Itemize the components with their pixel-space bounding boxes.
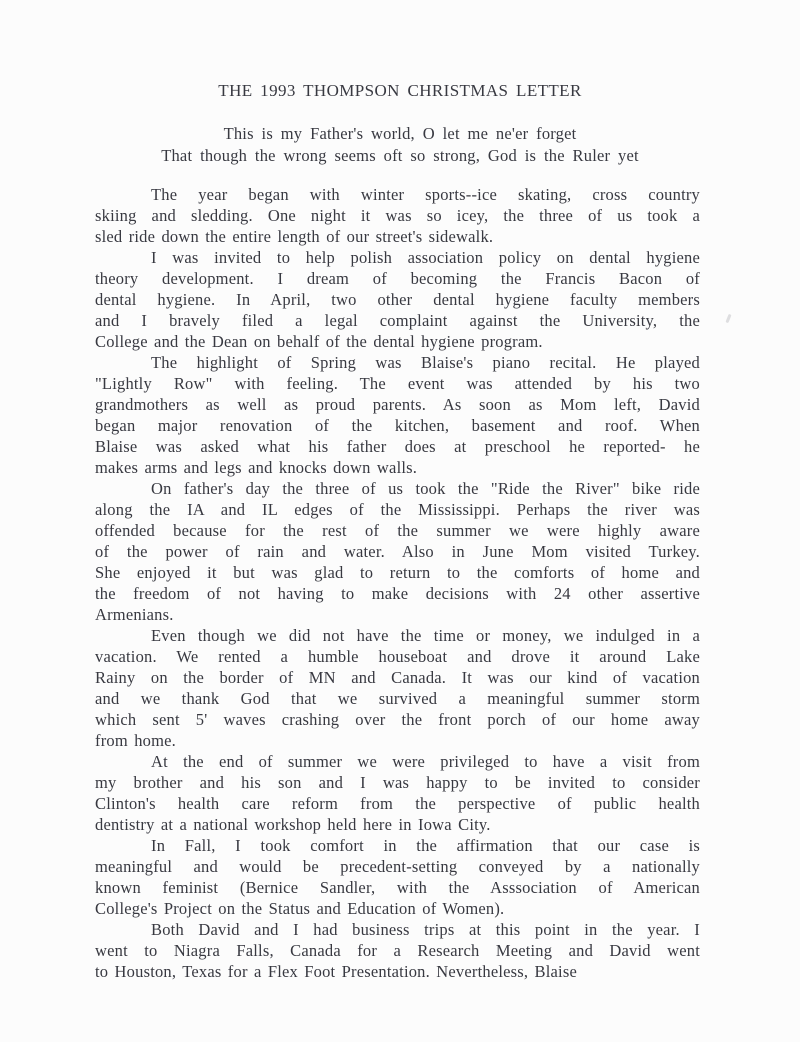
- paragraph: [95, 751, 700, 835]
- text-line: On father's day the three of us took the "Ride the River" bike ride: [151, 479, 700, 498]
- text-line: skiing and sledding. One night it was so icey, the three of us took a: [95, 206, 700, 225]
- text-line: Even though we did not have the time or money, we indulged in a: [151, 626, 700, 645]
- text-line: I was invited to help polish association policy on dental hygiene: [151, 248, 700, 267]
- text-line: "Lightly Row" with feeling. The event was attended by his two: [95, 374, 700, 393]
- paragraph: [95, 625, 700, 751]
- text-line: and we thank God that we survived a meaningful summer storm: [95, 689, 700, 708]
- paragraph: [95, 247, 700, 352]
- text-line: College and the Dean on behalf of the dental hygiene program.: [95, 332, 543, 351]
- text-line: In Fall, I took comfort in the affirmation that our case is: [151, 836, 700, 855]
- text-line: theory development. I dream of becoming the Francis Bacon of: [95, 269, 700, 288]
- text-line: offended because for the rest of the summer we were highly aware: [95, 521, 700, 540]
- text-line: College's Project on the Status and Education of Women).: [95, 899, 505, 918]
- text-line: The year began with winter sports--ice skating, cross country: [151, 185, 700, 204]
- text-line: meaningful and would be precedent-setting conveyed by a nationally: [95, 857, 700, 876]
- text-line: The highlight of Spring was Blaise's piano recital. He played: [151, 353, 700, 372]
- epigraph-line: That though the wrong seems oft so strong, God is the Ruler yet: [161, 145, 639, 165]
- letter-body: [95, 184, 700, 982]
- text-line: makes arms and legs and knocks down walls.: [95, 458, 418, 477]
- text-line: went to Niagra Falls, Canada for a Research Meeting and David went: [95, 941, 700, 960]
- paragraph: [95, 835, 700, 919]
- text-line: dental hygiene. In April, two other dental hygiene faculty members: [95, 290, 700, 309]
- text-line: vacation. We rented a humble houseboat and drove it around Lake: [95, 647, 700, 666]
- text-line: Blaise was asked what his father does at preschool he reported- he: [95, 437, 700, 456]
- text-line: dentistry at a national workshop held here in Iowa City.: [95, 815, 491, 834]
- text-line: Rainy on the border of MN and Canada. It was our kind of vacation: [95, 668, 700, 687]
- scan-speck: [725, 314, 731, 323]
- text-line: began major renovation of the kitchen, basement and roof. When: [95, 416, 700, 435]
- text-line: Clinton's health care reform from the perspective of public health: [95, 794, 700, 813]
- text-line: of the power of rain and water. Also in June Mom visited Turkey.: [95, 542, 700, 561]
- text-line: my brother and his son and I was happy to be invited to consider: [95, 773, 700, 792]
- text-line: known feminist (Bernice Sandler, with the Asssociation of American: [95, 878, 700, 897]
- text-line: At the end of summer we were privileged to have a visit from: [151, 752, 700, 771]
- text-line: She enjoyed it but was glad to return to the comforts of home and: [95, 563, 700, 582]
- text-line: and I bravely filed a legal complaint against the University, the: [95, 311, 700, 330]
- paragraph: [95, 184, 700, 247]
- text-line: grandmothers as well as proud parents. As soon as Mom left, David: [95, 395, 700, 414]
- text-line: along the IA and IL edges of the Mississippi. Perhaps the river was: [95, 500, 700, 519]
- paragraph: [95, 919, 700, 982]
- text-line: from home.: [95, 731, 176, 750]
- page-title: THE 1993 THOMPSON CHRISTMAS LETTER: [218, 81, 582, 100]
- paragraph: [95, 352, 700, 478]
- text-line: to Houston, Texas for a Flex Foot Presentation. Nevertheless, Blaise: [95, 962, 577, 981]
- text-line: which sent 5' waves crashing over the front porch of our home away: [95, 710, 700, 729]
- text-line: Both David and I had business trips at this point in the year. I: [151, 920, 700, 939]
- text-line: the freedom of not having to make decisions with 24 other assertive: [95, 584, 700, 603]
- text-line: Armenians.: [95, 605, 174, 624]
- epigraph-line: This is my Father's world, O let me ne'er forget: [223, 124, 577, 143]
- epigraph: [0, 123, 800, 166]
- paragraph: [95, 478, 700, 625]
- text-line: sled ride down the entire length of our street's sidewalk.: [95, 227, 494, 246]
